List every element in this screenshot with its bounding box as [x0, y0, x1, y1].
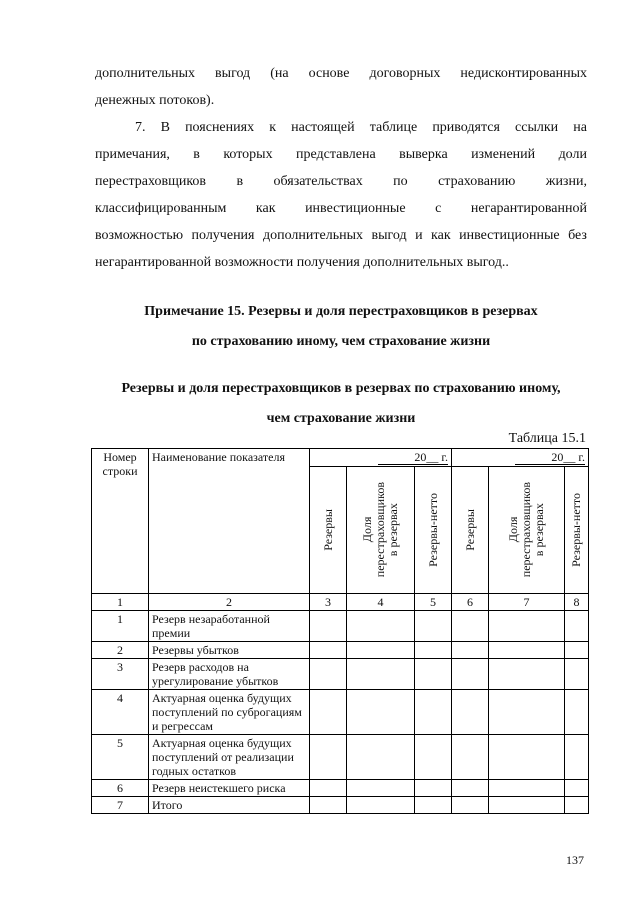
word: жизни,	[545, 174, 587, 189]
subheader-label: Резервы-нетто	[425, 493, 440, 567]
word: к	[269, 120, 276, 135]
paragraph-7	[95, 118, 587, 280]
word: представлена	[295, 147, 376, 162]
word: на	[573, 120, 587, 135]
value-cell	[310, 690, 347, 735]
value-cell	[347, 642, 415, 659]
value-cell	[452, 780, 489, 797]
word: (на	[270, 66, 289, 81]
word: по	[393, 174, 408, 189]
word: возможностью	[95, 228, 184, 243]
column-number: 6	[452, 594, 489, 611]
subheader-label: Резервы	[462, 509, 477, 551]
word: в	[193, 147, 200, 162]
word: негарантированной	[470, 201, 587, 216]
value-cell	[565, 780, 589, 797]
word: настоящей	[291, 120, 355, 135]
text-line: негарантированной возможности получения дополнительных выгод..	[95, 255, 509, 270]
value-cell	[415, 611, 452, 642]
value-cell	[565, 642, 589, 659]
word: перестраховщиков	[95, 174, 207, 189]
period-label: 20__ г.	[515, 450, 585, 465]
word: как	[431, 228, 451, 243]
word: инвестиционные	[459, 228, 560, 243]
value-cell	[565, 611, 589, 642]
word: классифицированным	[95, 201, 227, 216]
note-heading	[95, 302, 587, 352]
word: пояснениях	[185, 120, 255, 135]
word: доли	[558, 147, 587, 162]
reserves-table	[91, 448, 589, 814]
row-indicator-name: Актуарная оценка будущих поступлений от реализации годных остатков	[149, 735, 310, 780]
table-row	[92, 611, 589, 642]
value-cell	[347, 690, 415, 735]
column-number: 3	[310, 594, 347, 611]
subheader-label: Резервы	[320, 509, 335, 551]
word: инвестиционные	[305, 201, 406, 216]
word: без	[568, 228, 587, 243]
value-cell	[347, 659, 415, 690]
value-cell	[415, 690, 452, 735]
text-line	[95, 64, 587, 91]
table-row	[92, 690, 589, 735]
table-header-row	[92, 449, 589, 467]
word: В	[160, 120, 170, 135]
word: которых	[223, 147, 273, 162]
subheader-reinsurer-share	[489, 467, 565, 594]
value-cell	[565, 659, 589, 690]
row-indicator-name: Резервы убытков	[149, 642, 310, 659]
value-cell	[565, 797, 589, 814]
row-indicator-name: Итого	[149, 797, 310, 814]
column-number: 8	[565, 594, 589, 611]
note-heading-line: Примечание 15. Резервы и доля перестраховщиков в резервах	[144, 304, 538, 319]
row-indicator-name: Резерв незаработанной премии	[149, 611, 310, 642]
word: и	[415, 228, 423, 243]
value-cell	[415, 780, 452, 797]
value-cell	[415, 735, 452, 780]
row-number: 7	[92, 797, 149, 814]
word: основе	[308, 66, 350, 81]
text-line	[95, 172, 587, 199]
subheader-label: Резервы-нетто	[569, 493, 583, 567]
header-period-1	[310, 449, 452, 467]
header-row-number: Номер строки	[92, 449, 149, 594]
word: недисконтированных	[460, 66, 587, 81]
value-cell	[310, 797, 347, 814]
value-cell	[347, 735, 415, 780]
subheader-net-reserves	[565, 467, 589, 594]
value-cell	[310, 642, 347, 659]
value-cell	[452, 690, 489, 735]
word: изменений	[471, 147, 536, 162]
word: выгод	[215, 66, 251, 81]
value-cell	[489, 690, 565, 735]
header-indicator: Наименование показателя	[149, 449, 310, 594]
value-cell	[415, 642, 452, 659]
value-cell	[347, 797, 415, 814]
value-cell	[347, 611, 415, 642]
word: с	[435, 201, 442, 216]
period-label: 20__ г.	[378, 450, 448, 465]
value-cell	[489, 611, 565, 642]
row-number: 4	[92, 690, 149, 735]
value-cell	[347, 780, 415, 797]
value-cell	[489, 735, 565, 780]
column-number: 5	[415, 594, 452, 611]
row-indicator-name: Актуарная оценка будущих поступлений по суброгациям и регрессам	[149, 690, 310, 735]
row-indicator-name: Резерв расходов на урегулирование убытков	[149, 659, 310, 690]
word: получения	[191, 228, 255, 243]
row-number: 1	[92, 611, 149, 642]
page-number: 137	[566, 853, 584, 867]
word: договорных	[369, 66, 441, 81]
value-cell	[452, 735, 489, 780]
column-number-row	[92, 594, 589, 611]
subheader-reserves	[310, 467, 347, 594]
value-cell	[452, 642, 489, 659]
table-row	[92, 797, 589, 814]
word: страхованию	[438, 174, 516, 189]
table-heading-line: чем страхование жизни	[266, 411, 416, 426]
table-heading-line: Резервы и доля перестраховщиков в резервах по страхованию иному,	[121, 381, 561, 396]
text-line	[95, 226, 587, 253]
value-cell	[489, 642, 565, 659]
table-heading	[95, 379, 587, 429]
value-cell	[489, 659, 565, 690]
paragraph-continuation	[95, 64, 587, 118]
word: 7.	[135, 120, 146, 135]
subheader-label: Доля перестраховщиков в резервах	[360, 482, 400, 578]
value-cell	[415, 659, 452, 690]
word: в	[236, 174, 244, 189]
table-row	[92, 735, 589, 780]
table-caption: Таблица 15.1	[508, 431, 586, 446]
value-cell	[489, 780, 565, 797]
word: обязательствах	[273, 174, 363, 189]
row-number: 2	[92, 642, 149, 659]
row-number: 6	[92, 780, 149, 797]
table-row	[92, 642, 589, 659]
table-row	[92, 659, 589, 690]
column-number: 1	[92, 594, 149, 611]
value-cell	[310, 659, 347, 690]
value-cell	[565, 735, 589, 780]
word: дополнительных	[262, 228, 363, 243]
value-cell	[452, 659, 489, 690]
column-number: 4	[347, 594, 415, 611]
table-row	[92, 780, 589, 797]
value-cell	[452, 797, 489, 814]
header-period-2	[452, 449, 589, 467]
row-number: 3	[92, 659, 149, 690]
text-line	[95, 118, 587, 145]
word: дополнительных	[95, 66, 196, 81]
value-cell	[310, 735, 347, 780]
value-cell	[489, 797, 565, 814]
text-line: денежных потоков).	[95, 93, 215, 108]
subheader-label: Доля перестраховщиков в резервах	[506, 482, 546, 578]
word: таблице	[369, 120, 418, 135]
row-number: 5	[92, 735, 149, 780]
text-line	[95, 145, 587, 172]
value-cell	[565, 690, 589, 735]
word: примечания,	[95, 147, 170, 162]
row-indicator-name: Резерв неистекшего риска	[149, 780, 310, 797]
word: выверка	[399, 147, 448, 162]
subheader-reinsurer-share	[347, 467, 415, 594]
value-cell	[310, 780, 347, 797]
value-cell	[415, 797, 452, 814]
column-number: 2	[149, 594, 310, 611]
value-cell	[310, 611, 347, 642]
word: выгод	[371, 228, 407, 243]
column-number: 7	[489, 594, 565, 611]
value-cell	[452, 611, 489, 642]
word: как	[255, 201, 276, 216]
subheader-net-reserves	[415, 467, 452, 594]
note-heading-line: по страхованию иному, чем страхование жизни	[191, 334, 491, 349]
text-line	[95, 199, 587, 226]
subheader-reserves	[452, 467, 489, 594]
word: приводятся	[432, 120, 500, 135]
word: ссылки	[515, 120, 559, 135]
